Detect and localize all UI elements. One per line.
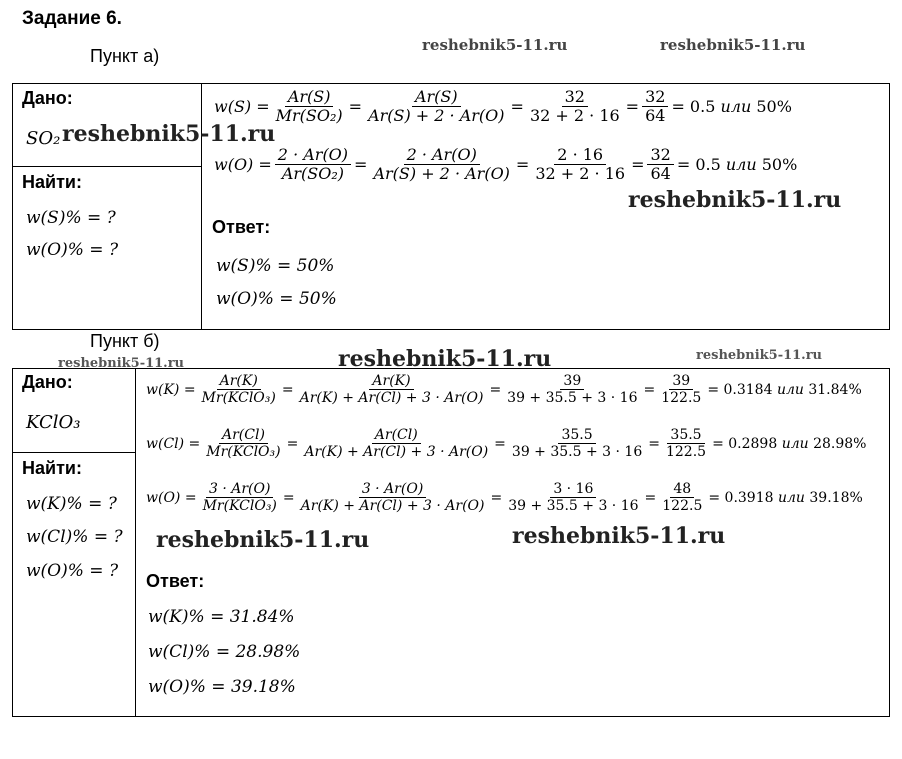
watermark: reshebnik5-11.ru xyxy=(696,348,823,363)
equation-w-s: w(S) = $\frac{Ar(S)}{\text{Mr(SO₂)}}$ = $\frac{Ar(S)}{Ar(S) + 2 \cdot Ar(O)}$ = $\frac{32}{32 + 2 \cdot 16}$ = $\frac{32}{64}$ = 0.5 или 50% xyxy=(214,87,792,126)
watermark: reshebnik5-11.ru xyxy=(62,121,276,147)
or-word: или xyxy=(720,97,752,117)
eq-percent: 39.18% xyxy=(809,489,863,506)
eq-lhs: w(K) = xyxy=(146,381,196,398)
fraction: $\frac{Ar(S)}{Ar(S) + 2 \cdot Ar(O)}$ xyxy=(368,87,505,126)
equation-w-o: w(O) = $\frac{3 \cdot Ar(O)}{\text{Mr(KClO₃)}}$ = $\frac{3 \cdot Ar(O)}{Ar(K) + Ar(Cl) + 3 \cdot Ar(O)}$ = $\frac{3 \cdot 16}{39 + 35.5 + 3 \cdot 16}$ = $\frac{48}{122.5}$ = 0.3918 или 39.18% xyxy=(146,481,863,515)
find-item: w(Cl)% = ? xyxy=(26,527,123,547)
watermark: reshebnik5-11.ru xyxy=(628,187,842,213)
fraction: $\frac{Ar(K)}{Ar(K) + Ar(Cl) + 3 \cdot Ar(O)}$ xyxy=(299,373,484,407)
find-label: Найти: xyxy=(22,458,82,478)
eq-lhs: w(Cl) = xyxy=(146,435,201,452)
watermark: reshebnik5-11.ru xyxy=(156,527,370,553)
watermark: reshebnik5-11.ru xyxy=(422,36,568,54)
fraction: $\frac{3 \cdot Ar(O)}{\text{Mr(KClO₃)}}$ xyxy=(202,481,277,515)
eq-lhs: w(O) = xyxy=(146,489,197,506)
find-item: w(S)% = ? xyxy=(26,208,116,228)
or-word: или xyxy=(777,489,805,506)
eq-lhs: w(O) = xyxy=(214,155,272,175)
part-a-heading: Пункт а) xyxy=(90,46,160,66)
given-label: Дано: xyxy=(22,372,73,392)
answer-item: w(O)% = 39.18% xyxy=(148,677,296,697)
fraction: $\frac{3 \cdot 16}{39 + 35.5 + 3 \cdot 16}$ xyxy=(508,481,639,515)
eq-lhs: w(S) = xyxy=(214,97,270,117)
answer-item: w(K)% = 31.84% xyxy=(148,607,295,627)
find-item: w(O)% = ? xyxy=(26,561,119,581)
eq-percent: 50% xyxy=(756,97,792,117)
eq-percent: 31.84% xyxy=(808,381,862,398)
fraction: $\frac{32}{64}$ xyxy=(647,146,673,184)
watermark: reshebnik5-11.ru xyxy=(512,523,726,549)
equation-w-k: w(K) = $\frac{Ar(K)}{\text{Mr(KClO₃)}}$ = $\frac{Ar(K)}{Ar(K) + Ar(Cl) + 3 \cdot Ar(O)}$ = $\frac{39}{39 + 35.5 + 3 \cdot 16}$ = $\frac{39}{122.5}$ = 0.3184 или 31.84% xyxy=(146,373,862,407)
find-item: w(K)% = ? xyxy=(26,494,117,514)
or-word: или xyxy=(725,155,757,175)
divider xyxy=(12,452,135,453)
fraction: $\frac{2 \cdot Ar(O)}{\text{Ar(SO₂)}}$ xyxy=(275,146,351,184)
eq-percent: 28.98% xyxy=(813,435,867,452)
eq-result: = 0.5 xyxy=(671,97,716,117)
fraction: $\frac{3 \cdot Ar(O)}{Ar(K) + Ar(Cl) + 3 \cdot Ar(O)}$ xyxy=(300,481,485,515)
eq-result: = 0.3918 xyxy=(708,489,774,506)
divider xyxy=(135,368,136,716)
watermark: reshebnik5-11.ru xyxy=(660,36,806,54)
watermark: reshebnik5-11.ru xyxy=(58,356,185,371)
fraction: $\frac{2 \cdot Ar(O)}{Ar(S) + 2 \cdot Ar(O)}$ xyxy=(373,145,510,184)
fraction: $\frac{48}{122.5}$ xyxy=(662,481,703,515)
answer-item: w(S)% = 50% xyxy=(216,256,335,276)
find-item: w(O)% = ? xyxy=(26,240,119,260)
or-word: или xyxy=(781,435,809,452)
fraction: $\frac{Ar(K)}{\text{Mr(KClO₃)}}$ xyxy=(201,373,276,407)
fraction: $\frac{Ar(Cl)}{Ar(K) + Ar(Cl) + 3 \cdot Ar(O)}$ xyxy=(304,427,489,461)
fraction: $\frac{Ar(Cl)}{\text{Mr(KClO₃)}}$ xyxy=(206,427,281,461)
equation-w-cl: w(Cl) = $\frac{Ar(Cl)}{\text{Mr(KClO₃)}}$ = $\frac{Ar(Cl)}{Ar(K) + Ar(Cl) + 3 \cdot Ar(O)}$ = $\frac{35.5}{39 + 35.5 + 3 \cdot 16}$ = $\frac{35.5}{122.5}$ = 0.2898 или 28.98% xyxy=(146,427,867,461)
eq-result: = 0.5 xyxy=(676,155,721,175)
fraction: $\frac{35.5}{39 + 35.5 + 3 \cdot 16}$ xyxy=(511,427,643,461)
divider xyxy=(201,83,202,329)
task-title: Задание 6. xyxy=(22,8,122,29)
eq-percent: 50% xyxy=(761,155,798,175)
fraction: $\frac{32}{64}$ xyxy=(642,88,668,126)
watermark: reshebnik5-11.ru xyxy=(338,346,552,372)
answer-label: Ответ: xyxy=(146,571,205,591)
given-label: Дано: xyxy=(22,88,73,108)
fraction: $\frac{2 \cdot 16}{32 + 2 \cdot 16}$ xyxy=(535,145,626,184)
given-formula: KClO₃ xyxy=(26,412,81,433)
answer-label: Ответ: xyxy=(212,217,271,237)
fraction: $\frac{Ar(S)}{\text{Mr(SO₂)}}$ xyxy=(275,87,343,126)
answer-item: w(Cl)% = 28.98% xyxy=(148,642,301,662)
eq-result: = 0.2898 xyxy=(712,435,778,452)
fraction: $\frac{35.5}{122.5}$ xyxy=(665,427,707,461)
part-b-heading: Пункт б) xyxy=(90,331,160,351)
given-formula: SO₂ xyxy=(26,128,61,149)
fraction: $\frac{39}{122.5}$ xyxy=(661,373,702,407)
answer-item: w(O)% = 50% xyxy=(216,289,337,309)
or-word: или xyxy=(776,381,804,398)
fraction: $\frac{32}{32 + 2 \cdot 16}$ xyxy=(529,87,620,126)
equation-w-o: w(O) = $\frac{2 \cdot Ar(O)}{\text{Ar(SO₂)}}$ = $\frac{2 \cdot Ar(O)}{Ar(S) + 2 \cdot Ar(O)}$ = $\frac{2 \cdot 16}{32 + 2 \cdot 16}$ = $\frac{32}{64}$ = 0.5 или 50% xyxy=(214,145,798,184)
fraction: $\frac{39}{39 + 35.5 + 3 \cdot 16}$ xyxy=(507,373,638,407)
find-label: Найти: xyxy=(22,172,82,192)
divider xyxy=(12,166,201,167)
part-b-table xyxy=(12,368,890,717)
eq-result: = 0.3184 xyxy=(707,381,773,398)
